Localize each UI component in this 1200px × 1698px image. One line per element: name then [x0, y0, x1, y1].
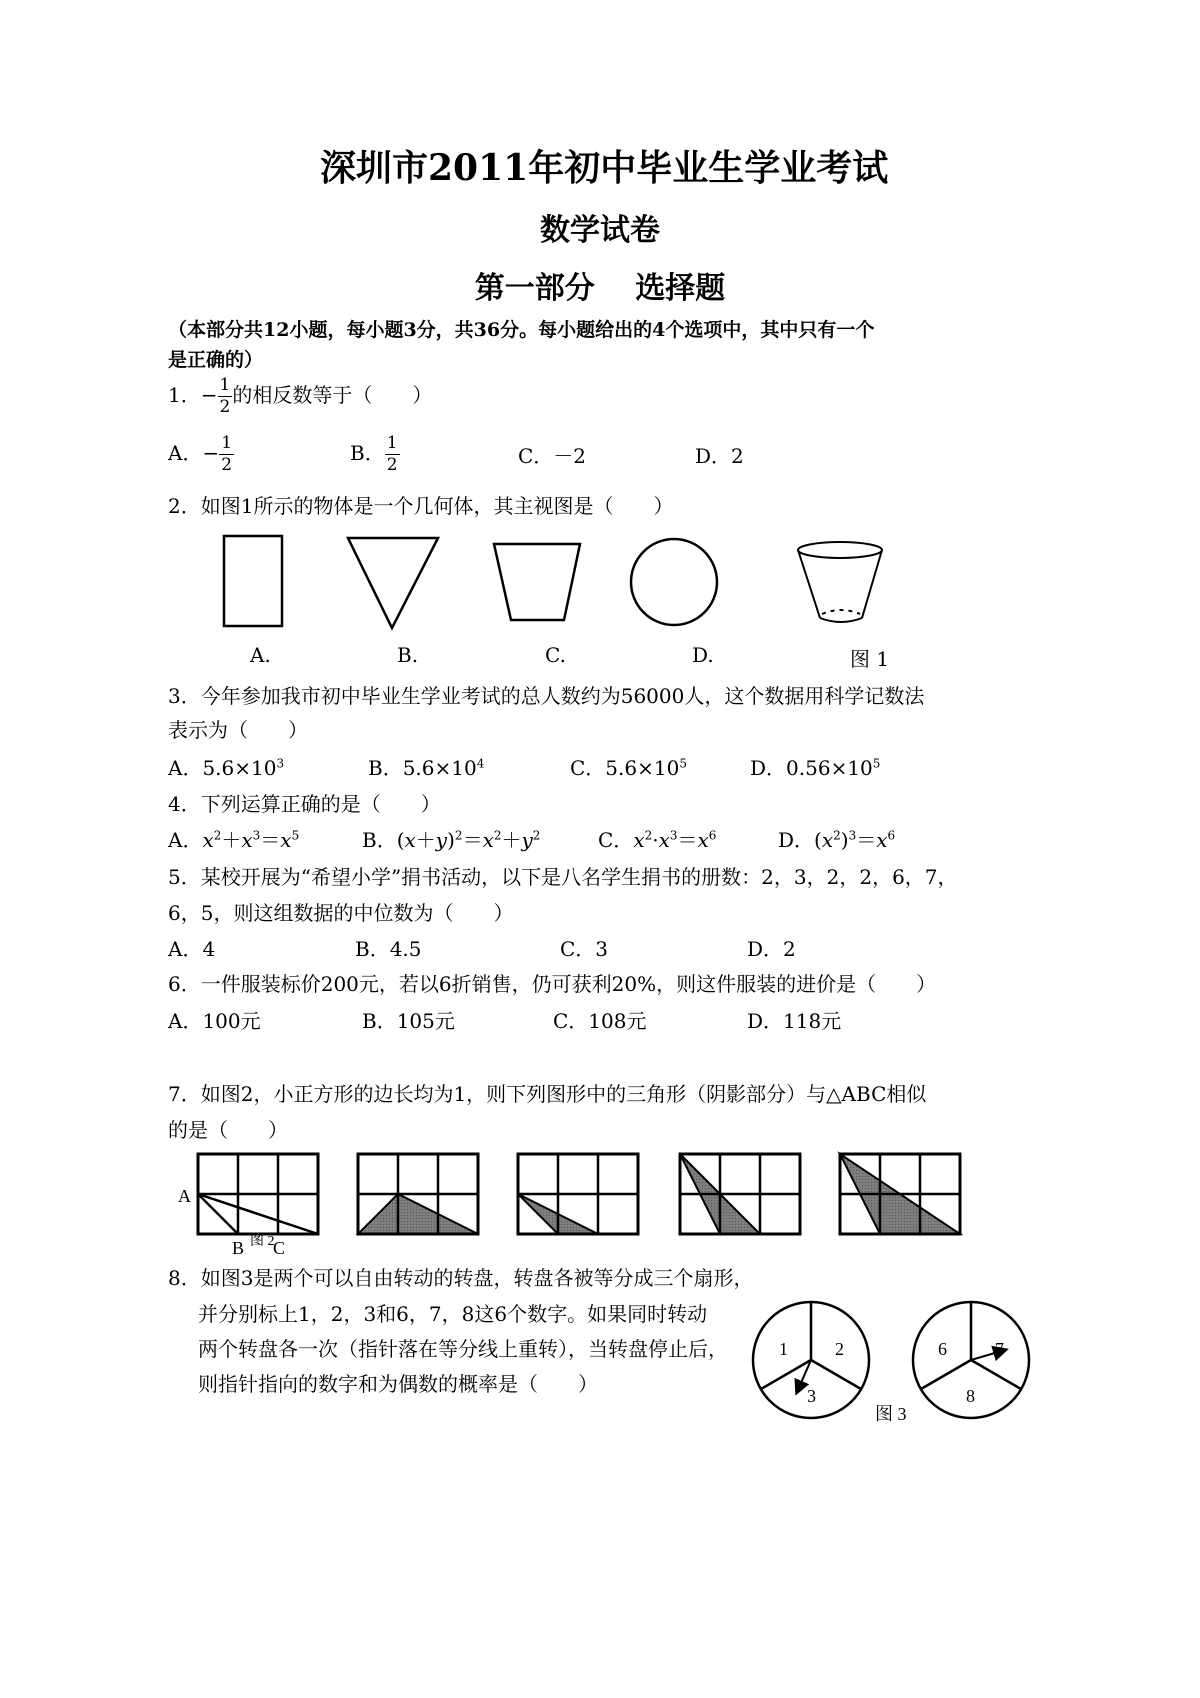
- q6-option-a[interactable]: A．100元: [168, 1009, 261, 1033]
- negative-sign: −: [202, 441, 220, 465]
- fraction: [385, 433, 400, 476]
- q2-figures: [200, 530, 920, 640]
- q6-option-b[interactable]: B．105元: [362, 1009, 455, 1033]
- spinner-2: [913, 1302, 1029, 1418]
- spinner-1-number: 2: [835, 1339, 844, 1359]
- paper-subtitle: 数学试卷: [540, 213, 660, 248]
- exponent: 4: [476, 756, 485, 771]
- option-label: B．: [350, 441, 385, 465]
- q2-option-a[interactable]: A.: [250, 643, 271, 667]
- spinner-2-number: 7: [995, 1339, 1004, 1359]
- question-6: 6．一件服装标价200元，若以6折销售，仍可获利20%，则这件服装的进价是（ ）: [168, 972, 937, 996]
- question-4: 4．下列运算正确的是（ ）: [168, 792, 441, 816]
- question-8-line2: 并分别标上1，2，3和6，7，8这6个数字。如果同时转动: [198, 1302, 708, 1326]
- q2-option-d[interactable]: D.: [692, 643, 714, 667]
- question-3-line2: 表示为（ ）: [168, 718, 308, 742]
- exponent: 5: [679, 756, 687, 771]
- denominator: 2: [221, 455, 233, 475]
- q4-option-b[interactable]: B．$(x+y)^2=x^2+y^2$: [362, 828, 541, 852]
- question-number: 1．: [168, 383, 201, 407]
- q4-option-a[interactable]: A．$x^2+x^3=x^5$: [168, 828, 300, 852]
- q3-option-d[interactable]: [750, 752, 880, 781]
- inverted-triangle-shape: [348, 538, 438, 628]
- exponent: 3: [276, 756, 285, 771]
- fraction: [218, 375, 233, 418]
- question-7-line2: 的是（ ）: [168, 1118, 288, 1142]
- instructions-line1: （本部分共12小题，每小题3分，共36分。每小题给出的4个选项中，其中只有一个: [168, 319, 875, 341]
- spinner-2-number: 6: [938, 1339, 947, 1359]
- q5-option-d[interactable]: D．2: [747, 937, 796, 961]
- spinner-1: [753, 1302, 869, 1418]
- trapezoid-shape: [494, 544, 580, 620]
- q7-option-a-figure: [358, 1154, 478, 1234]
- option-label: A．: [168, 828, 203, 852]
- question-8-line4: 则指针指向的数字和为偶数的概率是（ ）: [198, 1372, 598, 1396]
- spinner-2-number: 8: [966, 1386, 975, 1406]
- figure-2-label: 图 2: [250, 1234, 275, 1249]
- q2-option-c[interactable]: C.: [545, 643, 566, 667]
- option-label: D．: [778, 828, 815, 852]
- question-2: 2．如图1所示的物体是一个几何体，其主视图是（ ）: [168, 494, 674, 518]
- figure-2-grid: [198, 1154, 318, 1234]
- spinner-1-number: 3: [807, 1386, 816, 1406]
- question-3-line1: 3．今年参加我市初中毕业生学业考试的总人数约为56000人，这个数据用科学记数法: [168, 684, 925, 708]
- q1-option-d[interactable]: D．2: [695, 444, 744, 468]
- q6-option-d[interactable]: D．118元: [747, 1009, 842, 1033]
- figure-1-label: 图 1: [850, 647, 890, 671]
- q7-option-d-figure: [840, 1154, 960, 1234]
- q5-option-c[interactable]: C．3: [560, 937, 609, 961]
- q6-option-c[interactable]: C．108元: [553, 1009, 647, 1033]
- q2-option-b[interactable]: B.: [397, 643, 419, 667]
- q3-option-c[interactable]: [570, 752, 687, 781]
- figure-3-label: 图 3: [875, 1404, 907, 1424]
- exam-title: 深圳市2011年初中毕业生学业考试: [320, 147, 889, 189]
- option-base: B．5.6×10: [368, 756, 477, 780]
- option-base: A．5.6×10: [168, 756, 277, 780]
- circle-shape: [631, 539, 717, 625]
- part-heading: 第一部分 选择题: [474, 271, 726, 306]
- q4-option-c[interactable]: C．$x^2\cdot x^3=x^6$: [598, 828, 717, 852]
- spinner-1-number: 1: [779, 1339, 788, 1359]
- q3-option-a[interactable]: [168, 752, 284, 781]
- q7-option-b-figure: [518, 1154, 638, 1234]
- negative-sign: −: [200, 383, 218, 407]
- q3-option-b[interactable]: [368, 752, 484, 781]
- question-8-line1: 8．如图3是两个可以自由转动的转盘，转盘各被等分成三个扇形，: [168, 1266, 754, 1290]
- option-label: C．: [598, 828, 634, 852]
- option-base: D．0.56×10: [750, 756, 873, 780]
- instructions-line2: 是正确的）: [168, 349, 264, 371]
- question-5-line1: 5．某校开展为“希望小学”捐书活动，以下是八名学生捐书的册数：2，3，2，2，6，7，: [168, 865, 958, 889]
- question-7-line1: 7．如图2，小正方形的边长均为1，则下列图形中的三角形（阴影部分）与△ABC相似: [168, 1082, 927, 1106]
- q1-option-a[interactable]: [168, 433, 234, 476]
- numerator: 1: [386, 433, 398, 453]
- denominator: 2: [386, 455, 398, 475]
- exponent: 5: [872, 756, 881, 771]
- rectangle-shape: [224, 536, 282, 626]
- q7-option-c-figure: [680, 1154, 800, 1234]
- point-b-label: B: [232, 1238, 245, 1256]
- option-label: A．: [168, 441, 203, 465]
- option-base: C．5.6×10: [570, 756, 680, 780]
- numerator: 1: [221, 433, 233, 453]
- denominator: 2: [219, 397, 231, 417]
- question-8-line3: 两个转盘各一次（指针落在等分线上重转），当转盘停止后，: [198, 1337, 728, 1361]
- q1-option-c[interactable]: C．－2: [518, 444, 587, 468]
- question-1: [168, 375, 432, 418]
- fraction: [219, 433, 234, 476]
- q1-option-b[interactable]: [350, 433, 400, 476]
- question-text: 的相反数等于（ ）: [232, 383, 433, 407]
- q5-option-a[interactable]: A．4: [168, 937, 216, 961]
- q4-option-d[interactable]: D．$(x^2)^3=x^6$: [778, 828, 896, 852]
- point-a-label: A: [178, 1186, 191, 1206]
- numerator: 1: [219, 375, 231, 395]
- q5-option-b[interactable]: B．4.5: [355, 937, 422, 961]
- frustum-cup-figure: [798, 542, 882, 622]
- question-5-line2: 6，5，则这组数据的中位数为（ ）: [168, 901, 514, 925]
- point-c-label: C: [273, 1238, 286, 1256]
- q8-spinners: [745, 1292, 1045, 1432]
- q7-figures: [170, 1148, 970, 1256]
- option-label: B．: [362, 828, 397, 852]
